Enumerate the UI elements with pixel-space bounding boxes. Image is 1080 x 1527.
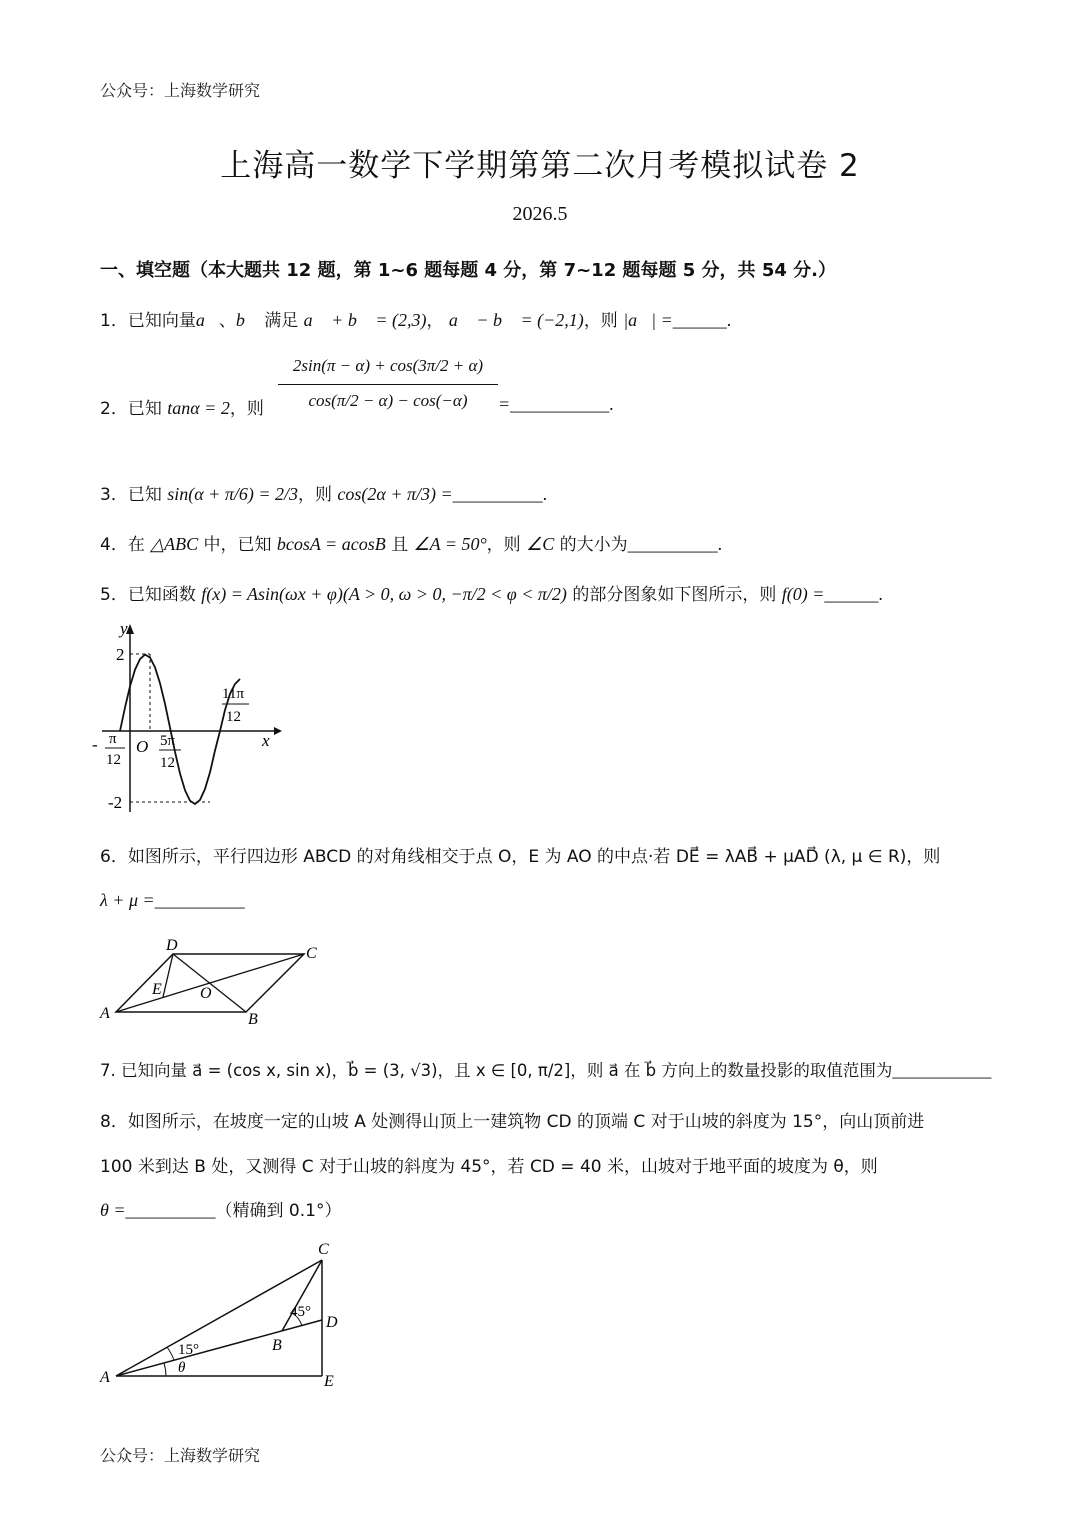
- q8-theta: θ =: [100, 1200, 126, 1220]
- label-d: D: [166, 937, 178, 954]
- q2-number: 2．: [100, 399, 128, 419]
- question-8-line-1: 8．如图所示，在坡度一定的山坡 A 处测得山顶上一建筑物 CD 的顶端 C 对于山坡的斜度为 15°，向山顶前进: [100, 1112, 925, 1132]
- tick-neg-den: 12: [106, 752, 121, 768]
- q3-expr-2: cos(2α + π/3) =: [337, 484, 453, 504]
- page-header: 公众号：上海数学研究: [100, 81, 261, 100]
- q5-text-1: 已知函数: [127, 585, 202, 605]
- tick-11pi-num: 11π: [222, 686, 245, 702]
- q5-expr-1: f(x) = Asin(ωx + φ): [201, 584, 343, 604]
- q7-text: 7. 已知向量 a⃗ = (cos x, sin x)，b⃗ = (3, √3)，且 x ∈ [0, π/2]，则 a⃗ 在 b⃗ 方向上的数量投影的取值范围为: [100, 1061, 893, 1080]
- angle-15-arc: [167, 1347, 174, 1360]
- tick-neg-sign: -: [92, 735, 98, 754]
- q6-answer-blank: __________: [154, 890, 245, 910]
- q1-text-1: 已知向量: [127, 311, 196, 331]
- q3-expr-1: sin(α + π/6) = 2/3: [167, 484, 298, 504]
- q2-denominator: cos(π/2 − α) − cos(−α): [308, 391, 468, 410]
- q1-sep: 、: [218, 311, 236, 331]
- tick-11pi-den: 12: [226, 709, 241, 725]
- q6-parallelogram-figure: [96, 932, 336, 1028]
- q1-expr-2: a⃗ − b⃗ = (−2,1): [448, 310, 584, 330]
- sine-curve: [120, 655, 240, 804]
- q8-precision-note: （精确到 0.1°）: [215, 1201, 342, 1221]
- label-e: E: [324, 1373, 334, 1388]
- question-6-line-2: [100, 890, 245, 911]
- tick-5pi-den: 12: [160, 755, 175, 771]
- question-5: [100, 580, 883, 605]
- q7-answer-blank: ___________: [892, 1060, 992, 1080]
- q1-expr-1: a⃗ + b⃗ = (2,3): [303, 310, 427, 330]
- q3-number: 3．: [100, 485, 128, 505]
- label-o: O: [200, 985, 212, 1002]
- exam-date: 2026.5: [512, 203, 568, 225]
- diagonal-bd: [173, 954, 246, 1012]
- theta-arc: [164, 1363, 166, 1376]
- label-a: A: [100, 1005, 110, 1022]
- q2-tail: [498, 394, 614, 415]
- q1-text-4: ，则: [583, 311, 624, 331]
- q4-text-1: 在: [127, 535, 151, 555]
- angle-45-label: 45°: [290, 1304, 311, 1320]
- question-2: [100, 394, 264, 419]
- q6-expr: λ + μ =: [100, 890, 155, 910]
- q2-text-1: 已知: [127, 399, 168, 419]
- q1-expr-3: |a⃗| =: [623, 310, 673, 330]
- theta-label: θ: [178, 1360, 186, 1376]
- q2-numerator: 2sin(π − α) + cos(3π/2 + α): [292, 356, 484, 375]
- q4-expr-1: △ABC: [150, 534, 199, 554]
- q4-expr-2: bcosA = acosB: [276, 534, 386, 554]
- label-c: C: [306, 945, 317, 962]
- q4-number: 4．: [100, 535, 128, 555]
- label-c: C: [318, 1241, 329, 1258]
- q8-answer-blank: __________: [125, 1200, 216, 1220]
- label-e: E: [152, 981, 162, 998]
- q1-text-2: 满足: [258, 311, 304, 331]
- q2-answer-blank: ___________.: [510, 394, 614, 414]
- q5-expr-3: f(0) =: [781, 584, 825, 604]
- q1-vec-a: a⃗: [195, 310, 219, 330]
- question-4: [100, 530, 722, 555]
- question-7: [100, 1057, 991, 1081]
- slope-ad: [116, 1320, 322, 1376]
- question-3: [100, 480, 547, 505]
- question-8-line-2: 100 米到达 B 处，又测得 C 对于山坡的斜度为 45°，若 CD = 40 米，山坡对于地平面的坡度为 θ，则: [100, 1157, 878, 1177]
- y-max-label: 2: [116, 645, 125, 664]
- q5-number: 5．: [100, 585, 128, 605]
- tick-5pi-num: 5π: [160, 733, 176, 749]
- label-d: D: [326, 1314, 338, 1331]
- label-b: B: [248, 1011, 258, 1028]
- tick-neg-num: π: [109, 731, 117, 747]
- q5-answer-blank: ______.: [824, 584, 883, 604]
- question-1: [100, 306, 731, 331]
- y-min-label: -2: [108, 793, 123, 812]
- page-footer: 公众号：上海数学研究: [100, 1446, 261, 1465]
- q4-expr-4: ∠C: [526, 534, 555, 554]
- y-axis-label: y: [120, 619, 128, 638]
- q2-fraction-bar: [278, 384, 498, 385]
- q4-text-3: 且: [385, 535, 414, 555]
- angle-15-label: 15°: [178, 1342, 199, 1358]
- q2-fraction: [278, 356, 498, 411]
- q5-sine-graph: [92, 612, 292, 822]
- q5-expr-2: (A > 0, ω > 0, −π/2 < φ < π/2): [342, 584, 567, 604]
- q8-slope-figure: [96, 1236, 356, 1388]
- q1-vec-b: b⃗: [235, 310, 259, 330]
- q4-text-2: 中，已知: [198, 535, 277, 555]
- q3-answer-blank: __________.: [452, 484, 548, 504]
- question-8-line-3: [100, 1196, 341, 1221]
- q1-number: 1．: [100, 311, 128, 331]
- q5-text-2: 的部分图象如下图所示，则: [566, 585, 782, 605]
- x-axis-label: x: [262, 731, 270, 750]
- q1-answer-blank: ______.: [672, 310, 732, 330]
- q4-answer-blank: __________.: [627, 534, 723, 554]
- section-heading: 一、填空题（本大题共 12 题，第 1~6 题每题 4 分，第 7~12 题每题 5 分，共 54 分.）: [100, 260, 836, 281]
- segment-de: [163, 954, 173, 997]
- q3-text-1: 已知: [127, 485, 168, 505]
- q2-text-2: ，则: [229, 399, 264, 419]
- q4-text-4: ，则: [486, 535, 527, 555]
- q2-expr-1: tanα = 2: [167, 398, 230, 418]
- q4-expr-3: ∠A = 50°: [413, 534, 487, 554]
- label-b: B: [272, 1337, 282, 1354]
- origin-label: O: [136, 737, 149, 756]
- label-a: A: [100, 1369, 110, 1386]
- q1-text-3: ，: [426, 311, 449, 331]
- q3-text-2: ，则: [298, 485, 338, 505]
- exam-title: 上海高一数学下学期第第二次月考模拟试卷 2: [220, 148, 860, 184]
- question-6-line-1: 6．如图所示，平行四边形 ABCD 的对角线相交于点 O，E 为 AO 的中点·若 DE⃗ = λAB⃗ + μAD⃗ (λ, μ ∈ R)，则: [100, 847, 941, 867]
- x-axis-arrow-icon: [274, 727, 282, 735]
- q4-text-5: 的大小为: [554, 535, 628, 555]
- q2-equals: =: [498, 394, 511, 414]
